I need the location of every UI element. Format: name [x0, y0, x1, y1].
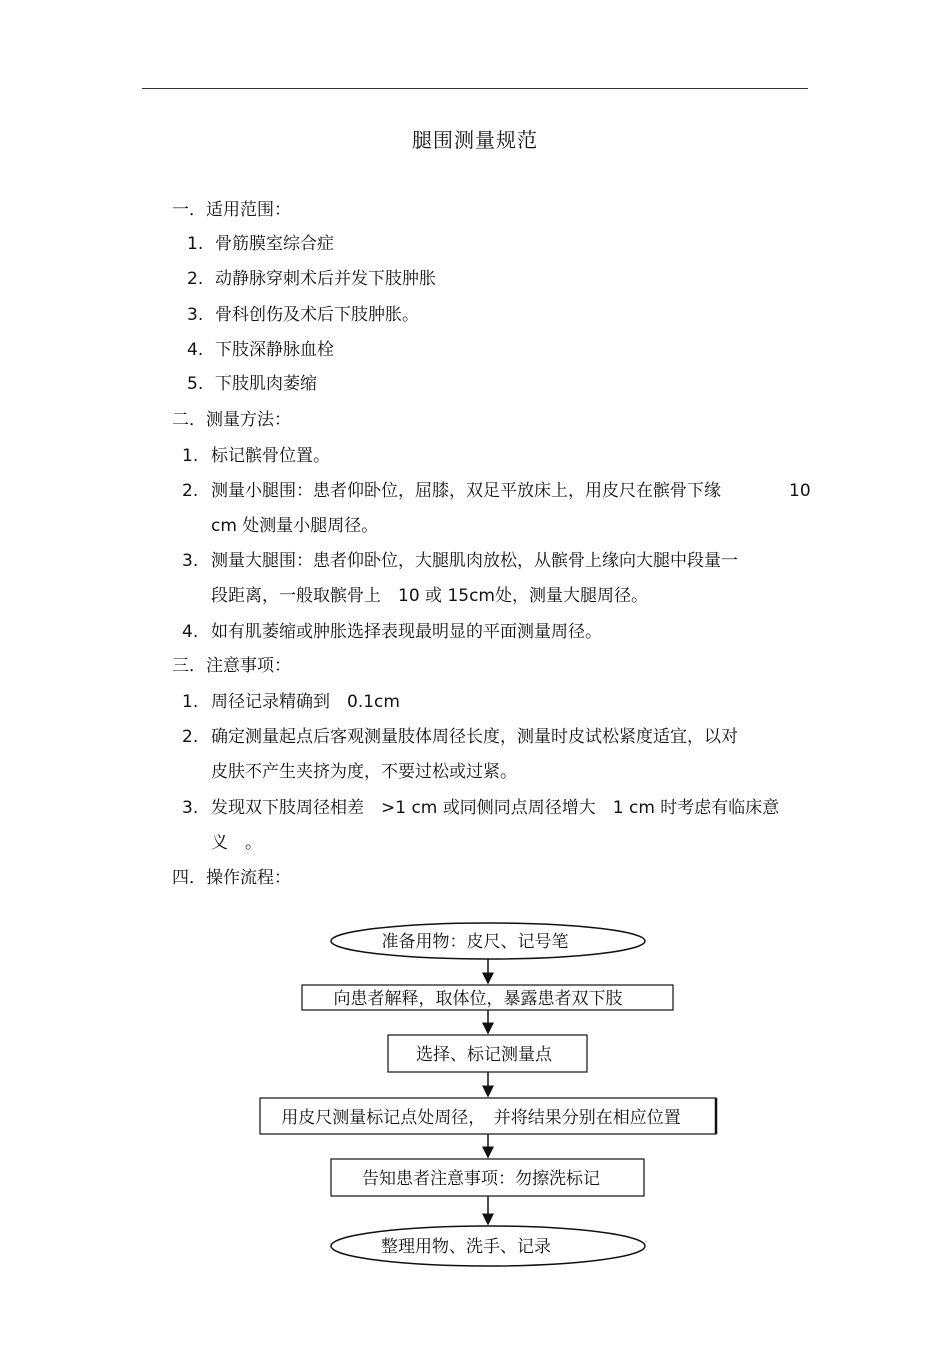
item-text: 骨科创伤及术后下肢肿胀。 [215, 305, 419, 325]
section-4-heading: 四．操作流程： [172, 868, 291, 888]
item-text-cont: 义 。 [211, 833, 262, 853]
flow-step-label: 告知患者注意事项：勿擦洗标记 [362, 1169, 600, 1189]
section-2-heading: 二．测量方法： [172, 410, 291, 430]
item-text: 测量大腿围：患者仰卧位，大腿肌肉放松，从髌骨上缘向大腿中段量一 [211, 551, 738, 571]
flow-step-label: 整理用物、洗手、记录 [381, 1237, 551, 1257]
page-title: 腿围测量规范 [412, 128, 538, 152]
item-text: 周径记录精确到 0.1cm [211, 692, 400, 712]
flow-step-label: 选择、标记测量点 [416, 1045, 552, 1065]
item-text-cont: cm 处测量小腿周径。 [211, 516, 379, 536]
section-1-heading: 一．适用范围： [172, 200, 291, 220]
flow-step-label: 用皮尺测量标记点处周径， 并将结果分别在相应位置 [281, 1108, 681, 1128]
item-number: 1. [182, 446, 199, 466]
flow-step-label: 向患者解释，取体位，暴露患者双下肢 [333, 989, 623, 1009]
item-number: 5. [187, 374, 204, 394]
item-text: 下肢深静脉血栓 [215, 340, 334, 360]
item-number: 1. [187, 234, 204, 254]
item-text: 发现双下肢周径相差 >1 cm 或同侧同点周径增大 1 cm 时考虑有临床意 [211, 798, 780, 818]
item-number: 4. [182, 622, 199, 642]
item-text-end: 10 [789, 481, 811, 501]
item-number: 3. [187, 305, 204, 325]
item-text-cont: 皮肤不产生夹挤为度，不要过松或过紧。 [211, 762, 517, 782]
item-text: 如有肌萎缩或肿胀选择表现最明显的平面测量周径。 [211, 622, 602, 642]
item-number: 2. [182, 727, 199, 747]
item-number: 3. [182, 551, 199, 571]
item-number: 2. [182, 481, 199, 501]
item-number: 1. [182, 692, 199, 712]
item-text-cont: 段距离，一般取髌骨上 10 或 15cm处，测量大腿周径。 [211, 586, 648, 606]
flow-step-label: 准备用物：皮尺、记号笔 [381, 932, 569, 952]
item-number: 4. [187, 340, 204, 360]
item-text: 标记髌骨位置。 [211, 446, 330, 466]
item-text: 确定测量起点后客观测量肢体周径长度，测量时皮试松紧度适宜，以对 [211, 727, 738, 747]
section-3-heading: 三．注意事项： [172, 656, 291, 676]
item-text: 动静脉穿刺术后并发下肢肿胀 [215, 269, 436, 289]
item-number: 3. [182, 798, 199, 818]
item-text: 测量小腿围：患者仰卧位，屈膝，双足平放床上，用皮尺在髌骨下缘 [211, 481, 721, 501]
item-text: 下肢肌肉萎缩 [215, 374, 317, 394]
item-text: 骨筋膜室综合症 [215, 234, 334, 254]
item-number: 2. [187, 269, 204, 289]
